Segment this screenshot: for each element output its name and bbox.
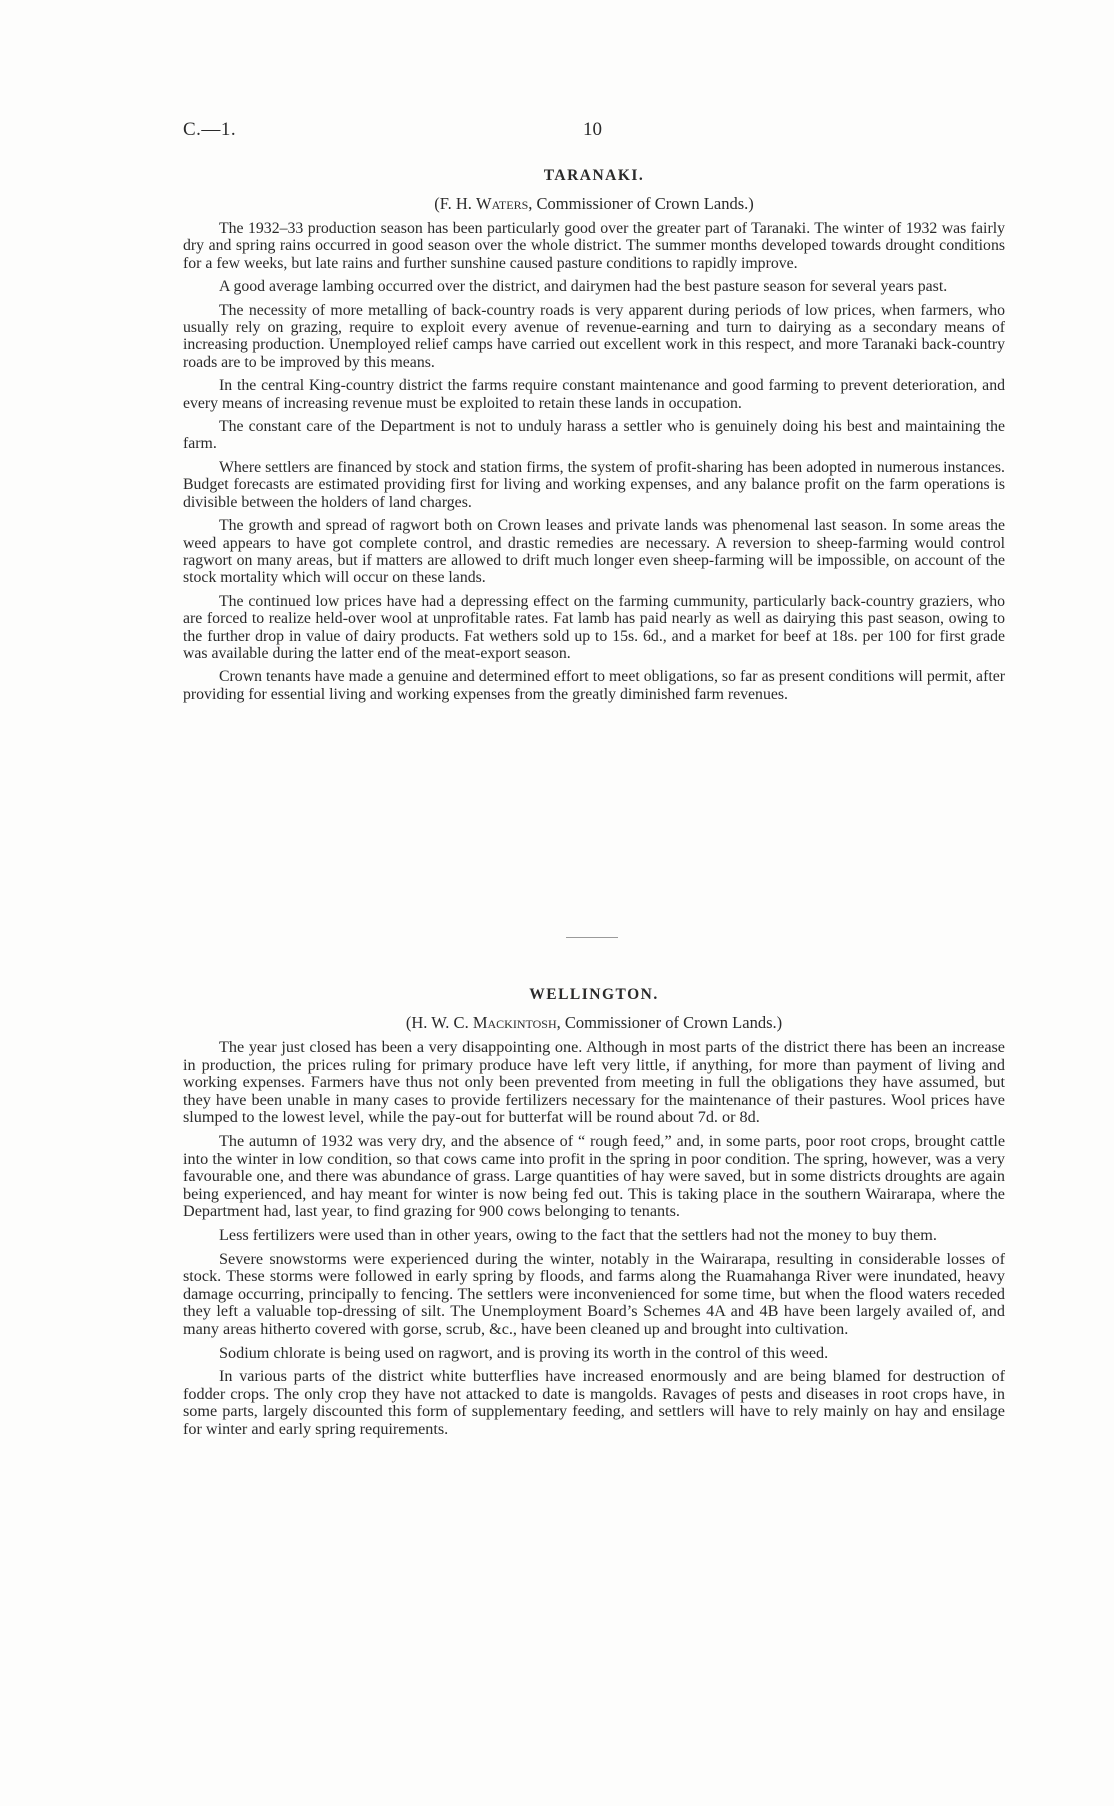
section-author bbox=[183, 1013, 1005, 1033]
paragraph: The year just closed has been a very disappointing one. Although in most parts of the district there has been an increase in production, the prices ruling for primary produce have left very little, if anything, for more than payment of living and working expenses. Farmers have thus not only been prevented from meeting in full the obligations they have assumed, but they have been unable in many cases to provide fertilizers necessary for the maintenance of their pastures. Wool prices have slumped to the lowest level, while the pay-out for butterfat will be round about 7d. or 8d. bbox=[183, 1038, 1005, 1127]
paragraph: Crown tenants have made a genuine and determined effort to meet obligations, so far as present conditions will permit, after providing for essential living and working expenses from the greatly diminished farm revenues. bbox=[183, 668, 1005, 703]
section-divider bbox=[566, 937, 618, 938]
author-role: , Commissioner of Crown Lands.) bbox=[556, 1013, 783, 1032]
page-header bbox=[183, 119, 1005, 143]
section-author bbox=[183, 194, 1005, 214]
author-name: Mackintosh bbox=[472, 1013, 557, 1032]
section-taranaki bbox=[183, 166, 1005, 709]
author-role: , Commissioner of Crown Lands.) bbox=[528, 194, 754, 213]
section-title: TARANAKI. bbox=[543, 167, 645, 184]
paragraph: In various parts of the district white butterflies have increased enormously and are being blamed for destruction of fodder crops. The only crop they have not attacked to date is mangolds. Ravages of pests and diseases in root crops have, in some parts, largely discounted this form of supplementary feeding, and settlers will have to rely mainly on hay and ensilage for winter and early spring requirements. bbox=[183, 1367, 1005, 1438]
paragraph: Where settlers are financed by stock and station firms, the system of profit-sharing has been adopted in numerous instances. Budget forecasts are estimated providing first for living and working expenses, and any balance profit on the farm operations is divisible between the holders of land charges. bbox=[183, 458, 1005, 511]
paragraph: The constant care of the Department is not to unduly harass a settler who is genuinely doing his best and maintaining the farm. bbox=[183, 418, 1005, 453]
paragraph: Sodium chlorate is being used on ragwort, and is proving its worth in the control of this weed. bbox=[219, 1343, 829, 1362]
section-wellington bbox=[183, 985, 1005, 1444]
section-title: WELLINGTON. bbox=[529, 986, 659, 1003]
paragraph: Less fertilizers were used than in other years, owing to the fact that the settlers had not the money to buy them. bbox=[219, 1225, 937, 1244]
document-reference: C.—1. bbox=[183, 119, 237, 140]
author-open: (F. H. bbox=[434, 194, 477, 213]
author-name: Waters bbox=[476, 194, 529, 213]
paragraph: The continued low prices have had a depressing effect on the farming cummunity, particularly back-country graziers, who are forced to realize held-over wool at unprofitable rates. Fat lamb has paid nearly as well as dairying this past season, owing to the further drop in value of dairy products. Fat wethers sold up to 15s. 6d., and a market for beef at 18s. per 100 for first grade was available during the latter end of the meat-export season. bbox=[183, 592, 1005, 662]
paragraph: Severe snowstorms were experienced during the winter, notably in the Wairarapa, resulting in considerable losses of stock. These storms were followed in early spring by floods, and farms along the Ruamahanga River were inundated, heavy damage occurring, principally to fencing. The settlers were inconvenienced for some time, but when the flood waters receded they left a valuable top-dressing of silt. The Unemployment Board’s Schemes 4A and 4B have been largely availed of, and many areas hitherto covered with gorse, scrub, &c., have been cleaned up and brought into cultivation. bbox=[183, 1249, 1005, 1338]
paragraph: The autumn of 1932 was very dry, and the absence of “ rough feed,” and, in some parts, poor root crops, brought cattle into the winter in low condition, so that cows came into profit in the spring in poor condition. The spring, however, was a very favourable one, and there was abundance of grass. Large quantities of hay were saved, but in some districts droughts are again being experienced, and hay meant for winter is now being fed out. This is taking place in the southern Wairarapa, where the Department had, last year, to find grazing for 900 cows belonging to tenants. bbox=[183, 1131, 1005, 1221]
page-number: 10 bbox=[583, 119, 602, 140]
paragraph: The 1932–33 production season has been particularly good over the greater part of Taranaki. The winter of 1932 was fairly dry and spring rains occurred in good season over the whole district. The summer months developed towards drought conditions for a few weeks, but late rains and further sunshine caused pasture conditions to rapidly improve. bbox=[183, 220, 1005, 272]
paragraph: In the central King-country district the farms require constant maintenance and good farming to prevent deterioration, and every means of increasing revenue must be exploited to retain these lands in occupation. bbox=[183, 377, 1005, 412]
paragraph: The necessity of more metalling of back-country roads is very apparent during periods of low prices, when farmers, who usually rely on grazing, require to exploit every avenue of revenue-earning and turn to dairying as a secondary means of increasing production. Unemployed relief camps have carried out excellent work in this respect, and more Taranaki back-country roads are to be improved by this means. bbox=[183, 301, 1005, 371]
paragraph: The growth and spread of ragwort both on Crown leases and private lands was phenomenal last season. In some areas the weed appears to have got complete control, and drastic remedies are necessary. A reversion to sheep-farming would control ragwort on many areas, but if matters are allowed to drift much longer even sheep-farming will be impossible, on account of the stock mortality which will occur on these lands. bbox=[183, 517, 1005, 587]
paragraph: A good average lambing occurred over the district, and dairymen had the best pasture season for several years past. bbox=[219, 278, 948, 296]
author-open: (H. W. C. bbox=[405, 1013, 473, 1032]
